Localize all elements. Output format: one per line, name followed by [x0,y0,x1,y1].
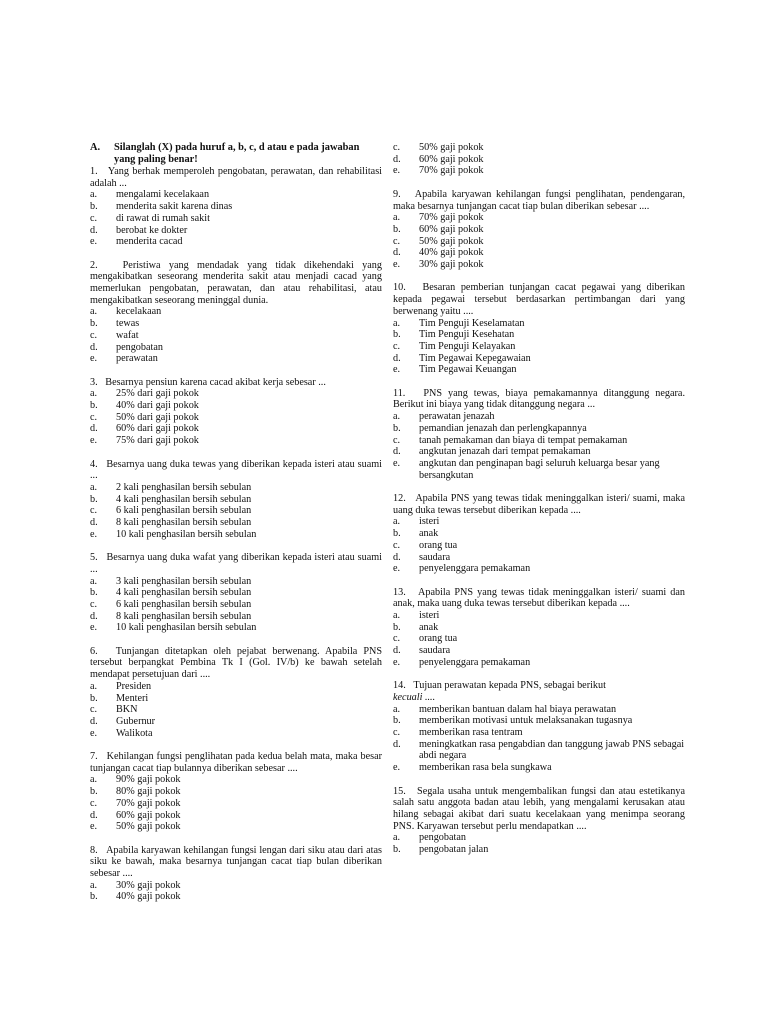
option-text: tewas [116,318,140,330]
answer-option[interactable] [393,458,685,481]
question-item [393,493,685,575]
question-stem [393,388,685,411]
option-letter: b. [90,692,98,704]
option-text: Tim Penguji Kelayakan [419,340,516,352]
answer-option[interactable] [90,412,382,424]
answer-option[interactable] [90,622,382,634]
answer-option[interactable] [393,528,685,540]
option-letter: c. [90,598,98,610]
option-letter: c. [393,340,401,352]
option-letter: d. [90,423,98,435]
question-stem [90,377,382,389]
option-letter: d. [393,446,401,458]
answer-option[interactable] [90,225,382,237]
option-letter: c. [90,704,98,716]
option-letter: e. [393,165,401,177]
answer-option[interactable] [90,306,382,318]
right-question-list [393,142,685,856]
option-text: 50% dari gaji pokok [116,411,199,423]
option-text: 60% dari gaji pokok [116,423,199,435]
option-letter: c. [393,539,401,551]
answer-option[interactable] [393,610,685,622]
option-text: Tim Pegawai Keuangan [419,364,517,376]
option-text: 75% dari gaji pokok [116,435,199,447]
option-text: berobat ke dokter [116,224,188,236]
answer-option[interactable] [90,798,382,810]
option-text: 50% gaji pokok [419,142,484,153]
option-letter: a. [393,516,401,528]
option-letter: b. [90,201,98,213]
question-number: 10. [393,282,406,294]
question-stem [393,587,685,610]
answer-option[interactable] [90,505,382,517]
option-text: Walikota [116,727,153,739]
answer-option[interactable] [90,482,382,494]
option-text: pemandian jenazah dan perlengkapannya [419,422,587,434]
option-text: meningkatkan rasa pengabdian dan tanggung jawab PNS sebagai abdi negara [419,738,685,762]
answer-option[interactable] [90,704,382,716]
answer-option[interactable] [393,844,685,856]
option-text: di rawat di rumah sakit [116,212,210,224]
answer-option[interactable] [393,341,685,353]
option-letter: a. [393,411,401,423]
answer-option[interactable] [393,212,685,224]
question-stem [90,166,382,189]
option-letter: d. [90,809,98,821]
option-letter: d. [90,610,98,622]
question-text: Besaran pemberian tunjangan cacat pegawai yang diberikan kepada pegawai tersebut berdasarkan pertimbangan dari yang berwenang yaitu .... [393,282,685,317]
answer-option[interactable] [393,645,685,657]
option-text: 50% gaji pokok [419,235,484,247]
question-text-italic: kecuali .... [393,691,436,703]
answer-option[interactable] [90,821,382,833]
option-letter: b. [90,786,98,798]
question-text: Peristiwa yang mendadak yang tidak dikehendaki yang mengakibatkan seseorang menderita sakit atau menjadi cacad yang memerlukan pengobatan, perawatan, dan atau rehabilitasi, atau mengakibatkan seseorang meninggal dunia. [90,259,382,306]
answer-option[interactable] [90,611,382,623]
question-item [90,845,382,904]
option-text: 8 kali penghasilan bersih sebulan [116,517,252,529]
option-letter: e. [90,528,98,540]
option-letter: e. [90,821,98,833]
question-item [393,189,685,271]
option-letter: c. [393,434,401,446]
option-letter: a. [90,306,98,318]
option-letter: c. [393,633,401,645]
question-item [90,552,382,634]
answer-option[interactable] [393,516,685,528]
answer-option[interactable] [393,727,685,739]
option-letter: b. [393,715,401,727]
option-text: 40% dari gaji pokok [116,400,199,412]
answer-option[interactable] [393,657,685,669]
answer-option[interactable] [393,236,685,248]
option-text: mengalami kecelakaan [116,189,210,201]
option-letter: d. [90,715,98,727]
answer-option[interactable] [90,774,382,786]
option-letter: d. [90,517,98,529]
question-item [90,166,382,248]
section-instruction: Silanglah (X) pada huruf a, b, c, d atau e pada jawaban yang paling benar! [114,142,360,165]
option-text: isteri [419,516,440,528]
answer-option[interactable] [393,353,685,365]
section-header [90,142,382,166]
option-text: pengobatan jalan [419,844,489,856]
answer-option[interactable] [90,681,382,693]
option-text: 80% gaji pokok [116,786,181,798]
question-number: 8. [90,844,98,856]
answer-option[interactable] [90,318,382,330]
option-text: Tim Penguji Keselamatan [419,317,525,329]
option-text: 70% gaji pokok [419,212,484,224]
answer-option[interactable] [90,435,382,447]
answer-option[interactable] [393,154,685,166]
option-letter: a. [90,481,98,493]
question-text: Apabila PNS yang tewas tidak meninggalkan isteri/ suami dan anak, maka uang duka tewas tersebut diberikan kepada .... [393,586,686,610]
option-letter: c. [90,212,98,224]
option-letter: e. [90,727,98,739]
answer-option[interactable] [90,599,382,611]
option-letter: b. [393,528,401,540]
question-item [393,388,685,482]
option-text: memberikan bantuan dalam hal biaya perawatan [419,703,617,715]
option-text: menderita cacad [116,236,183,248]
question-text: Besarnya uang duka tewas yang diberikan kepada isteri atau suami ... [90,458,383,482]
answer-option[interactable] [393,224,685,236]
option-text: 3 kali penghasilan bersih sebulan [116,575,252,587]
question-stem [393,282,685,317]
option-text: memberikan rasa bela sungkawa [419,762,552,774]
option-letter: b. [90,400,98,412]
option-letter: a. [90,774,98,786]
option-letter: c. [90,329,98,341]
question-item [393,786,685,856]
right-column [393,142,685,867]
option-letter: e. [393,563,401,575]
question-item [393,680,685,774]
option-letter: d. [90,224,98,236]
question-text: Apabila karyawan kehilangan fungsi lengan dari siku atau dari atas siku ke bawah, maka besarnya tunjangan cacat tiap bulan diberikan sebesar .... [90,844,382,880]
option-letter: a. [393,610,401,622]
option-text: penyelenggara pemakaman [419,656,531,668]
option-text: Presiden [116,680,152,692]
option-letter: d. [90,341,98,353]
answer-option[interactable] [90,342,382,354]
answer-option[interactable] [90,400,382,412]
answer-option[interactable] [90,693,382,705]
question-stem [90,552,382,575]
option-text: angkutan jenazah dari tempat pemakaman [419,446,591,458]
option-letter: b. [393,844,401,856]
question-number: 9. [393,188,401,200]
option-text: 50% gaji pokok [116,821,181,833]
option-letter: a. [90,575,98,587]
answer-option[interactable] [90,201,382,213]
question-item [393,282,685,376]
answer-option[interactable] [393,423,685,435]
option-letter: e. [90,353,98,365]
option-text: 6 kali penghasilan bersih sebulan [116,598,252,610]
option-text: 60% gaji pokok [419,223,484,235]
answer-option[interactable] [90,189,382,201]
question-stem [90,459,382,482]
option-letter: c. [90,411,98,423]
option-text: 90% gaji pokok [116,774,181,786]
answer-option[interactable] [90,213,382,225]
option-text: wafat [116,329,139,341]
option-text: 70% gaji pokok [419,165,484,177]
question-number: 3. [90,376,98,388]
question-number: 11. [393,387,406,399]
question-text: PNS yang tewas, biaya pemakamannya ditanggung negara. Berikut ini biaya yang tidak ditanggung negara ... [393,387,685,411]
option-text: 10 kali penghasilan bersih sebulan [116,528,257,540]
option-text: menderita sakit karena dinas [116,201,233,213]
question-text: Besarnya uang duka wafat yang diberikan kepada isteri atau suami ... [90,552,382,575]
option-text: isteri [419,610,440,622]
option-letter: e. [393,364,401,376]
option-text: 30% gaji pokok [116,879,181,891]
option-letter: d. [393,153,401,165]
question-stem [90,260,382,307]
answer-option[interactable] [393,704,685,716]
question-number: 7. [90,751,98,763]
option-letter: e. [393,259,401,271]
question-number: 5. [90,552,98,564]
option-letter: b. [90,318,98,330]
option-letter: a. [393,703,401,715]
question-stem [393,493,685,516]
left-column [90,142,382,915]
answer-option[interactable] [393,435,685,447]
answer-option[interactable] [393,411,685,423]
question-number: 6. [90,645,98,657]
option-text: BKN [116,704,138,716]
answer-option[interactable] [90,728,382,740]
option-letter: b. [393,621,401,633]
option-letter: a. [90,189,98,201]
option-text: saudara [419,551,451,563]
option-text: 60% gaji pokok [116,809,181,821]
option-text: Tim Penguji Kesehatan [419,329,515,341]
answer-option[interactable] [90,529,382,541]
answer-option[interactable] [393,364,685,376]
option-text: pengobatan [116,341,163,353]
answer-option[interactable] [393,715,685,727]
question-item [90,260,382,365]
question-text: Tujuan perawatan kepada PNS, sebagai berikut [413,680,606,692]
option-letter: a. [90,680,98,692]
question-number: 14. [393,680,406,692]
option-letter: e. [393,457,401,469]
question-text: Apabila PNS yang tewas tidak meninggalkan isteri/ suami, maka uang duka tewas tersebut diberikan kepada .... [393,493,685,516]
option-letter: d. [393,551,401,563]
question-item [393,587,685,669]
option-text: 70% gaji pokok [116,797,181,809]
option-text: tanah pemakaman dan biaya di tempat pemakaman [419,434,628,446]
question-number: 13. [393,586,406,598]
option-text: orang tua [419,633,458,645]
question-item [393,142,685,177]
answer-option[interactable] [393,552,685,564]
answer-option[interactable] [90,576,382,588]
option-text: 6 kali penghasilan bersih sebulan [116,505,252,517]
option-letter: b. [393,422,401,434]
answer-option[interactable] [90,494,382,506]
question-text: Segala usaha untuk mengembalikan fungsi dan atau estetikanya salah satu anggota badan atau lebih, yang mengalami kerusakan atau hilang sebagai akibat dari suatu kecelakaan yang menimpa seorang PNS. Karyawan tersebut perlu mendapatkan .... [393,785,686,832]
answer-option[interactable] [393,318,685,330]
question-number: 12. [393,493,406,505]
question-item [90,459,382,541]
question-text: Yang berhak memperoleh pengobatan, perawatan, dan rehabilitasi adalah ... [90,166,382,189]
answer-option[interactable] [90,330,382,342]
option-text: perawatan jenazah [419,411,495,423]
question-item [90,377,382,447]
answer-option[interactable] [90,880,382,892]
option-text: penyelenggara pemakaman [419,563,531,575]
option-text: orang tua [419,539,458,551]
answer-option[interactable] [90,587,382,599]
question-number: 2. [90,259,98,271]
section-letter: A. [90,142,101,153]
option-text: 8 kali penghasilan bersih sebulan [116,610,252,622]
option-letter: a. [393,832,401,844]
option-text: kecelakaan [116,306,162,318]
option-letter: c. [90,797,98,809]
answer-option[interactable] [90,236,382,248]
option-text: Menteri [116,692,149,704]
question-text: Kehilangan fungsi penglihatan pada kedua belah mata, maka besar tunjangan cacat tiap bulannya diberikan sebesar .... [90,751,382,774]
option-text: 10 kali penghasilan bersih sebulan [116,622,257,634]
option-letter: a. [393,317,401,329]
option-letter: b. [393,223,401,235]
option-text: anak [419,621,439,633]
answer-option[interactable] [393,739,685,762]
option-text: 30% gaji pokok [419,259,484,271]
option-letter: a. [393,212,401,224]
option-text: anak [419,528,439,540]
option-letter: e. [90,435,98,447]
option-letter: b. [90,493,98,505]
option-letter: b. [90,587,98,599]
option-letter: b. [393,329,401,341]
question-stem [90,845,382,880]
answer-option[interactable] [393,259,685,271]
answer-option[interactable] [90,810,382,822]
answer-option[interactable] [393,142,685,154]
answer-option[interactable] [90,891,382,903]
answer-option[interactable] [393,563,685,575]
answer-option[interactable] [90,786,382,798]
answer-option[interactable] [393,165,685,177]
option-text: memberikan rasa tentram [419,727,523,739]
question-text: Apabila karyawan kehilangan fungsi penglihatan, pendengaran, maka besarnya tunjangan cacat tiap bulan diberikan sebesar .... [393,188,686,212]
option-text: 60% gaji pokok [419,153,484,165]
question-stem [90,751,382,774]
option-letter: e. [393,762,401,774]
option-letter: d. [393,645,401,657]
answer-option[interactable] [393,762,685,774]
answer-option[interactable] [90,716,382,728]
option-text: 40% gaji pokok [419,247,484,259]
question-stem [393,680,685,703]
question-text: Tunjangan ditetapkan oleh pejabat berwenang. Apabila PNS tersebut berpangkat Pembina Tk I (Gol. IV/b) ke bawah setelah mendapat persetujuan dari .... [90,645,383,681]
option-letter: e. [90,622,98,634]
option-letter: e. [393,656,401,668]
option-letter: e. [90,236,98,248]
answer-option[interactable] [90,517,382,529]
answer-option[interactable] [393,633,685,645]
option-letter: c. [90,505,98,517]
question-number: 4. [90,458,98,470]
option-letter: c. [393,727,401,739]
answer-option[interactable] [393,446,685,458]
option-letter: d. [393,738,401,750]
question-item [90,751,382,833]
option-text: perawatan [116,353,158,365]
option-text: Gubernur [116,715,156,727]
answer-option[interactable] [393,540,685,552]
answer-option[interactable] [393,622,685,634]
option-letter: b. [90,891,98,903]
question-number: 15. [393,785,406,797]
question-stem [90,646,382,681]
option-text: Tim Pegawai Kepegawaian [419,352,531,364]
option-text: 40% gaji pokok [116,891,181,903]
answer-option[interactable] [393,329,685,341]
option-text: 4 kali penghasilan bersih sebulan [116,587,252,599]
left-question-list [90,166,382,903]
option-text: pengobatan [419,832,466,844]
option-letter: c. [393,235,401,247]
question-stem [393,786,685,833]
option-letter: d. [393,352,401,364]
option-letter: a. [90,879,98,891]
question-item [90,646,382,740]
option-letter: d. [393,247,401,259]
question-stem [393,189,685,212]
option-text: saudara [419,645,451,657]
question-number: 1. [90,166,98,177]
option-text: 25% dari gaji pokok [116,388,199,400]
answer-option[interactable] [90,423,382,435]
answer-option[interactable] [90,388,382,400]
option-letter: c. [393,142,401,153]
option-text: 2 kali penghasilan bersih sebulan [116,481,252,493]
answer-option[interactable] [90,353,382,365]
question-text: Besarnya pensiun karena cacad akibat kerja sebesar ... [105,376,326,388]
option-text: angkutan dan penginapan bagi seluruh keluarga besar yang bersangkutan [419,457,660,481]
option-text: 4 kali penghasilan bersih sebulan [116,493,252,505]
answer-option[interactable] [393,247,685,259]
option-letter: a. [90,388,98,400]
answer-option[interactable] [393,832,685,844]
option-text: memberikan motivasi untuk melaksanakan tugasnya [419,715,633,727]
